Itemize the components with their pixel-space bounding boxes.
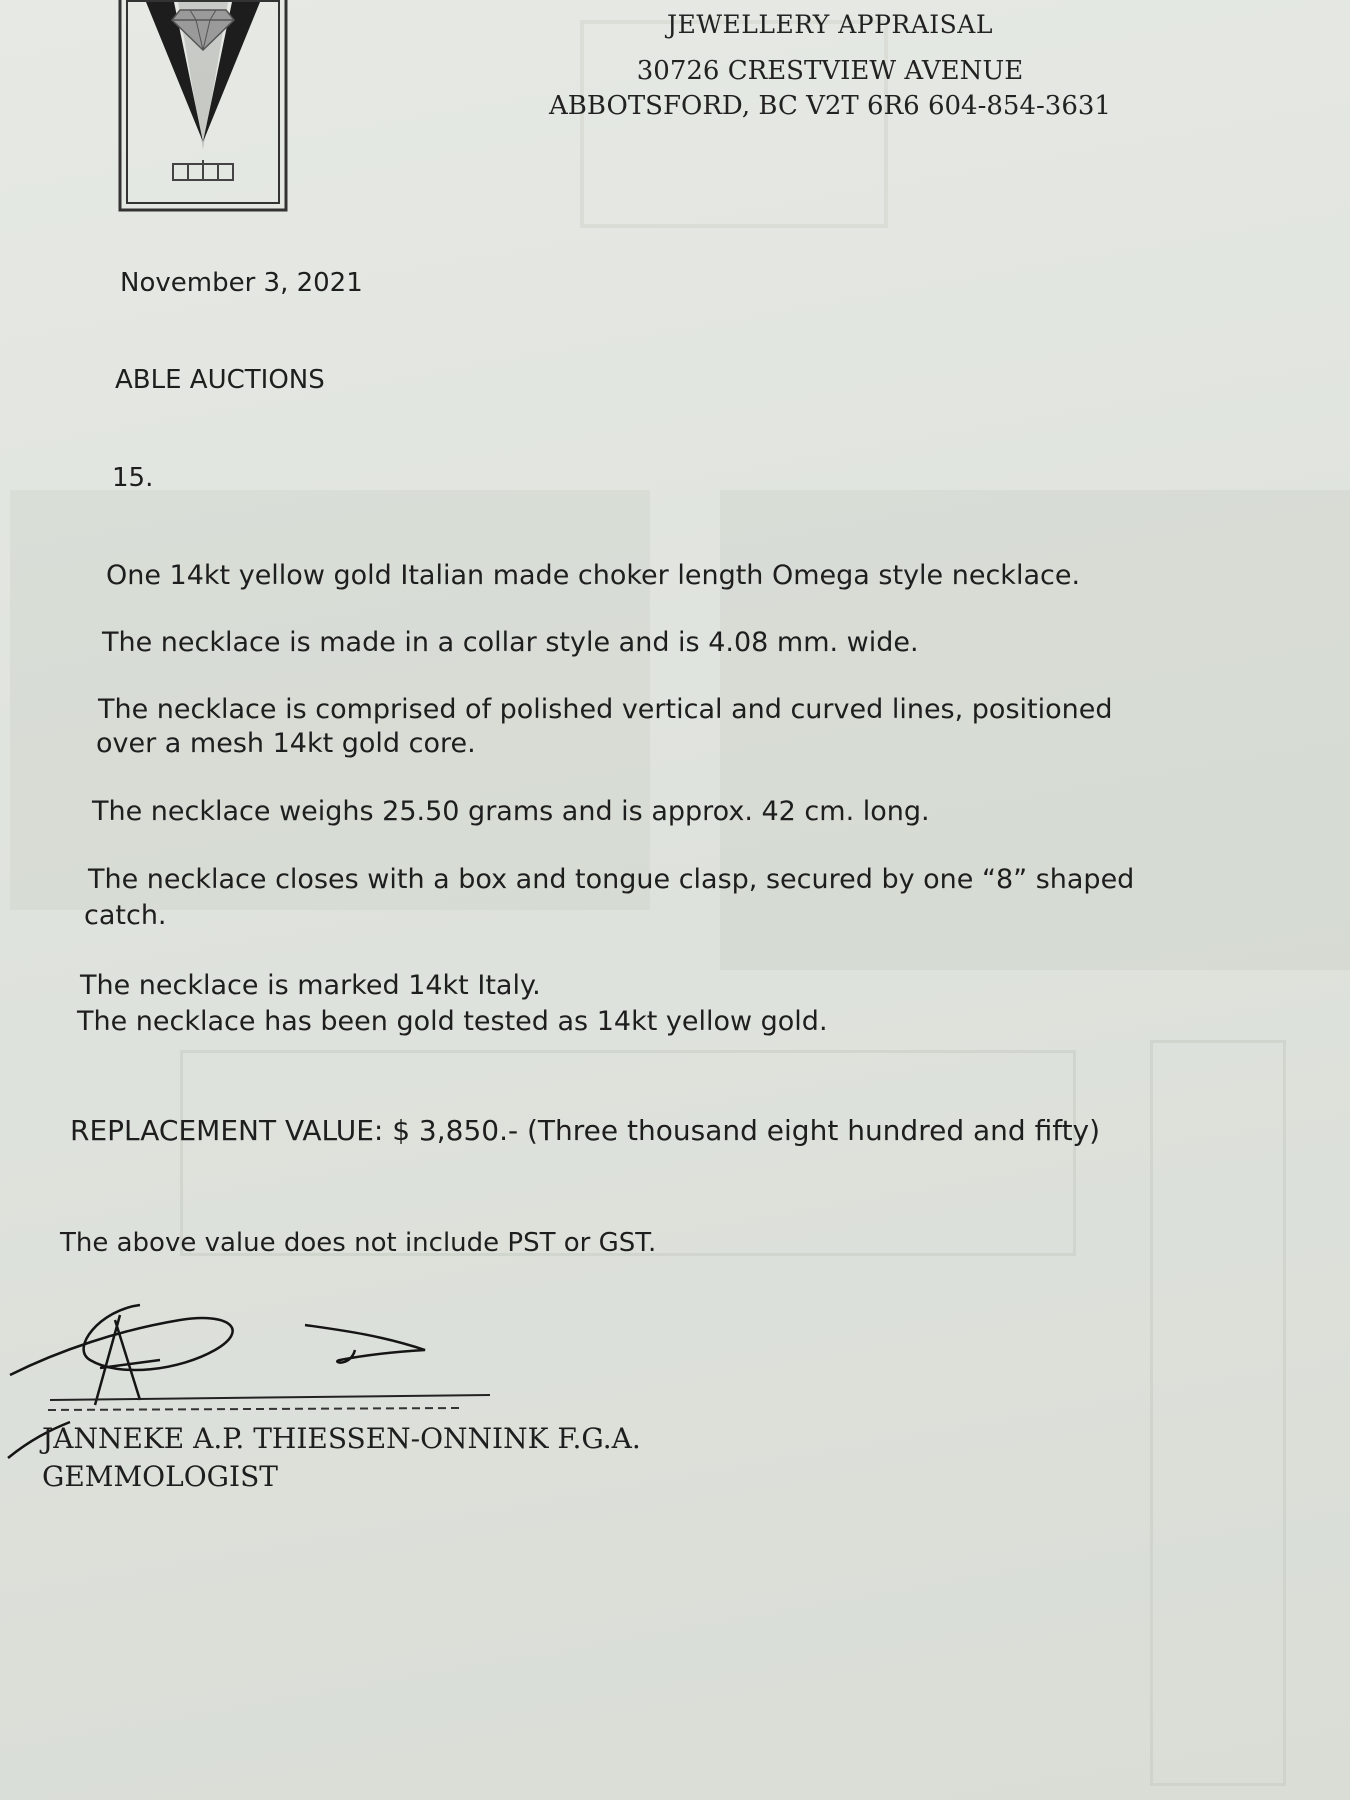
description-line: over a mesh 14kt gold core. [96,728,476,759]
replacement-value: REPLACEMENT VALUE: $ 3,850.- (Three thousand eight hundred and fifty) [70,1114,1101,1147]
recipient: ABLE AUCTIONS [115,365,325,395]
diamond-logo-icon [118,0,288,214]
reverse-side-table-bleed [180,1050,1076,1256]
reverse-side-table-bleed [1150,1040,1286,1786]
address-phone-line: ABBOTSFORD, BC V2T 6R6 604-854-3631 [549,91,1111,121]
reverse-side-logo-bleed [580,20,888,228]
address-line: 30726 CRESTVIEW AVENUE [636,56,1024,86]
description-line: The necklace is made in a collar style and is 4.08 mm. wide. [102,627,919,658]
tax-note: The above value does not include PST or GST. [60,1228,657,1258]
letter-date: November 3, 2021 [120,268,363,298]
signatory-name: JANNEKE A.P. THIESSEN-ONNINK F.G.A. [42,1422,641,1455]
description-line: The necklace is comprised of polished vertical and curved lines, positioned [98,694,1113,725]
signatory-title: GEMMOLOGIST [42,1460,278,1493]
description-line: The necklace weighs 25.50 grams and is approx. 42 cm. long. [92,796,930,827]
company-tagline: JEWELLERY APPRAISAL [667,10,993,39]
description-line: The necklace closes with a box and tongue clasp, secured by one “8” shaped [88,864,1135,895]
description-line: The necklace is marked 14kt Italy. [80,970,541,1001]
description-line: catch. [84,900,167,931]
description-line: The necklace has been gold tested as 14kt yellow gold. [77,1006,828,1037]
description-line: One 14kt yellow gold Italian made choker length Omega style necklace. [106,560,1081,591]
item-number: 15. [112,463,154,493]
